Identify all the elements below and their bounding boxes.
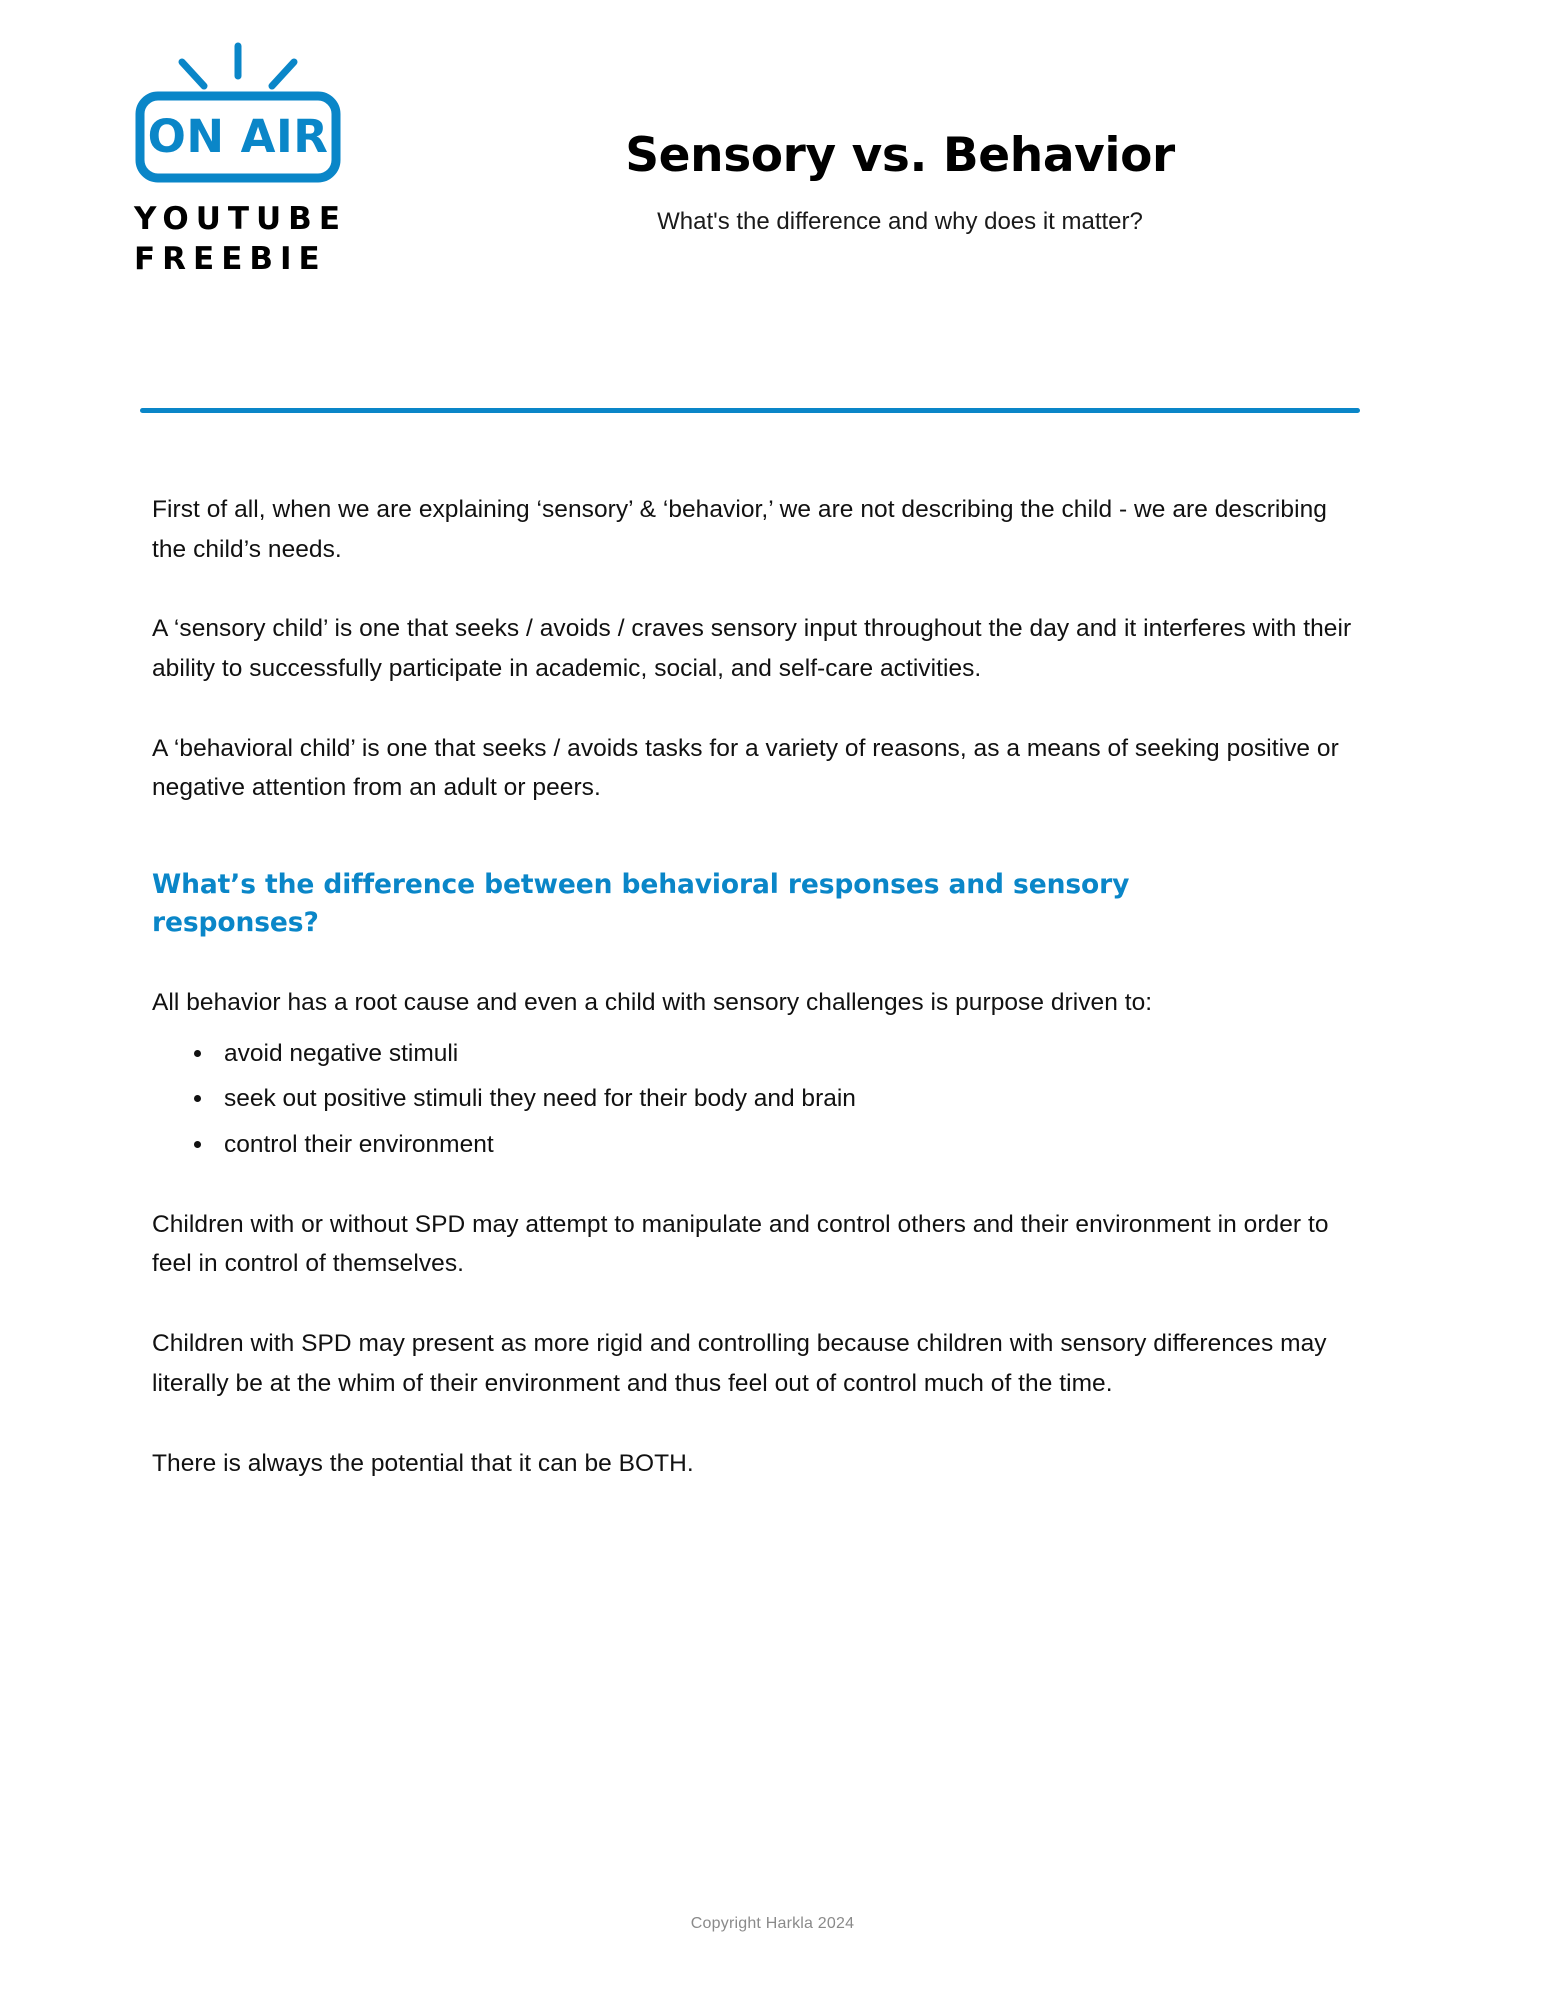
brand-wordmark	[134, 200, 428, 279]
brand-line-2: FREEBIE	[134, 240, 327, 277]
header-divider	[140, 408, 1360, 413]
paragraph-spd-rigid: Children with SPD may present as more rigid and controlling because children with sensory differences may literally be at the whim of their environment and thus feel out of control much of the time.	[152, 1330, 1327, 1397]
page-subtitle: What's the difference and why does it matter?	[657, 207, 1143, 235]
document-header	[0, 0, 1545, 360]
list-item-label: avoid negative stimuli	[224, 1040, 459, 1068]
document-body	[152, 490, 1367, 1523]
list-item-label: seek out positive stimuli they need for their body and brain	[224, 1085, 856, 1113]
list-item-label: control their environment	[224, 1130, 494, 1158]
paragraph-spd-control: Children with or without SPD may attempt to manipulate and control others and their environment in order to feel in control of themselves.	[152, 1210, 1329, 1278]
copyright-text: Copyright Harkla 2024	[690, 1915, 855, 1932]
title-block	[430, 130, 1370, 236]
page-title: Sensory vs. Behavior	[625, 128, 1175, 183]
bullet-dot-icon	[194, 1050, 201, 1057]
purpose-driven-list	[152, 1035, 1367, 1163]
svg-text:ON AIR: ON AIR	[147, 110, 329, 163]
paragraph-both: There is always the potential that it can be BOTH.	[152, 1449, 694, 1477]
list-item	[194, 1035, 1367, 1072]
bullet-dot-icon	[194, 1095, 201, 1102]
brand-lockup	[128, 40, 428, 279]
paragraph-behavioral-child: A ‘behavioral child’ is one that seeks / avoids tasks for a variety of reasons, as a means of seeking positive or negative attention from an adult or peers.	[152, 734, 1339, 802]
list-item	[194, 1126, 1367, 1163]
bullet-dot-icon	[194, 1141, 201, 1148]
list-item	[194, 1080, 1367, 1117]
paragraph-list-lead-in: All behavior has a root cause and even a child with sensory challenges is purpose driven to:	[152, 989, 1153, 1017]
document-footer	[0, 1915, 1545, 1933]
section-heading-difference: What’s the difference between behavioral responses and sensory responses?	[152, 869, 1130, 938]
on-air-sign-icon	[128, 40, 348, 190]
brand-line-1: YOUTUBE	[134, 201, 347, 237]
paragraph-intro: First of all, when we are explaining ‘sensory’ & ‘behavior,’ we are not describing the child - we are describing the child’s needs.	[152, 496, 1327, 563]
paragraph-sensory-child: A ‘sensory child’ is one that seeks / avoids / craves sensory input throughout the day and it interferes with their ability to successfully participate in academic, social, and self-care activities.	[152, 615, 1352, 683]
